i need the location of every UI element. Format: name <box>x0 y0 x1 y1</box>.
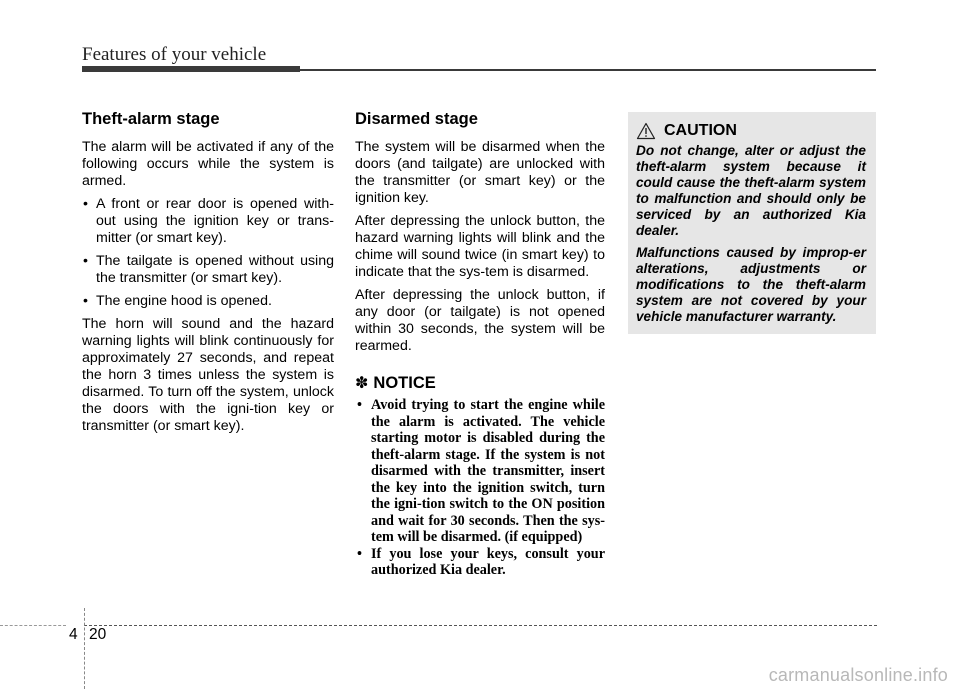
theft-alarm-section <box>82 110 334 441</box>
theft-alarm-bullets <box>82 196 334 310</box>
theft-alarm-outro: The horn will sound and the hazard warning lights will blink continuously for approximately 27 seconds, and repeat the horn 3 times unless the system is disarmed. To turn off the system, unlock the doors with the igni-tion key or transmitter (or smart key). <box>82 316 334 434</box>
notice-bullet: • Avoid trying to start the engine while the alarm is activated. The vehicle starting motor is disabled during the theft-alarm stage. If the system is not disarmed with the transmitter, insert the key into the ignition switch, turn the igni-tion switch to the ON position and wait for 30 seconds. Then the sys-tem will be disarmed. (if equipped) <box>355 397 605 546</box>
notice-bullets <box>355 397 605 579</box>
disarmed-paragraph: The system will be disarmed when the doors (and tailgate) are unlocked with the transmitter (or smart key) or the ignition key. <box>355 139 605 206</box>
theft-alarm-bullet: • The engine hood is opened. <box>82 293 334 310</box>
caution-title: CAUTION <box>664 122 737 139</box>
footer-divider <box>84 608 85 689</box>
disarmed-section <box>355 110 605 579</box>
header-rule-thick <box>82 66 300 72</box>
warning-triangle-icon <box>636 122 656 140</box>
notice-heading <box>355 373 605 393</box>
notice-bullet: • If you lose your keys, consult your authorized Kia dealer. <box>355 546 605 579</box>
watermark: carmanualsonline.info <box>768 665 948 685</box>
notice-title: NOTICE <box>373 373 436 392</box>
caution-heading <box>636 122 866 140</box>
theft-alarm-intro: The alarm will be activated if any of the following occurs while the system is armed. <box>82 139 334 189</box>
theft-alarm-bullet: • A front or rear door is opened with-out using the ignition key or trans-mitter (or smart key). <box>82 196 334 247</box>
notice-icon: ✽ <box>355 375 369 392</box>
caution-box <box>628 112 876 334</box>
page-header-title: Features of your vehicle <box>82 44 267 65</box>
page-number: 20 <box>89 626 107 643</box>
caution-paragraph: Do not change, alter or adjust the theft-alarm system because it could cause the theft-alarm system to malfunction and should only be serviced by an authorized Kia dealer. <box>636 143 866 238</box>
caution-paragraph: Malfunctions caused by improp-er alterations, adjustments or modifications to the theft-alarm system are not covered by your vehicle manufacturer warranty. <box>636 245 866 324</box>
disarmed-heading: Disarmed stage <box>355 110 478 128</box>
footer-rule-left <box>0 625 66 626</box>
disarmed-paragraph: After depressing the unlock button, if any door (or tailgate) is not opened within 30 seconds, the system will be rearmed. <box>355 287 605 354</box>
disarmed-paragraph: After depressing the unlock button, the hazard warning lights will blink and the chime will sound twice (in smart key) to indicate that the sys-tem is disarmed. <box>355 213 605 280</box>
chapter-number: 4 <box>69 626 78 643</box>
footer-rule <box>84 625 877 626</box>
theft-alarm-heading: Theft-alarm stage <box>82 110 220 128</box>
theft-alarm-bullet: • The tailgate is opened without using the transmitter (or smart key). <box>82 253 334 287</box>
header-rule-thin <box>300 69 876 71</box>
